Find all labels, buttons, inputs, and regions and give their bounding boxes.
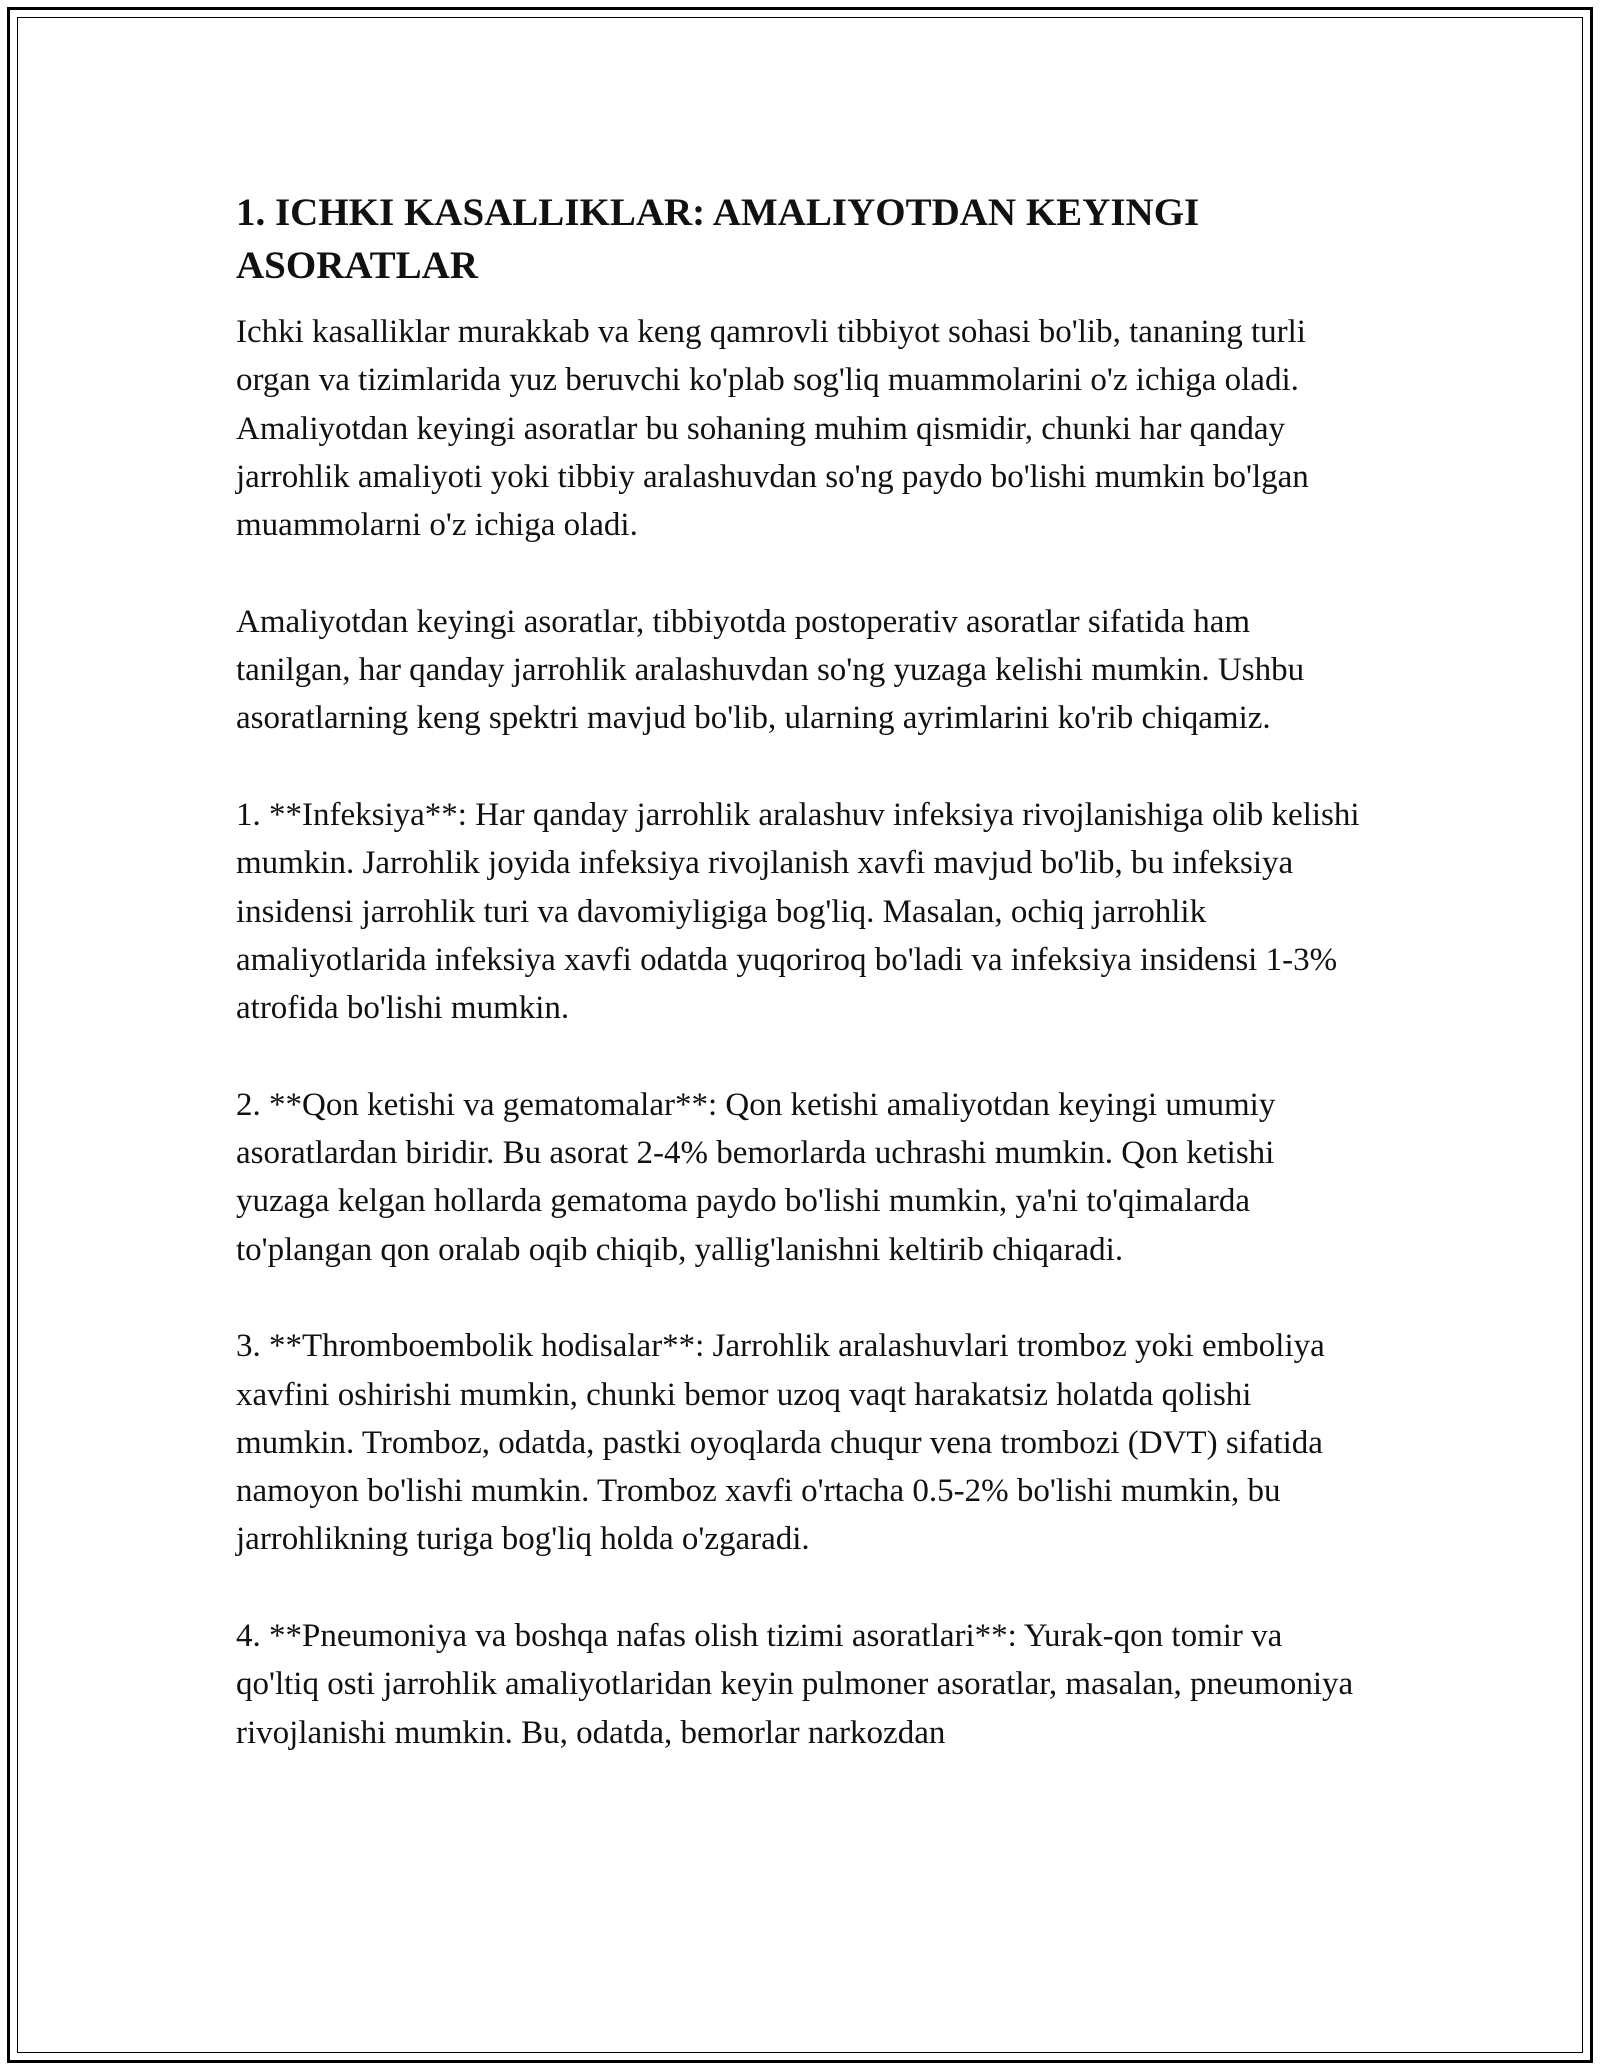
list-item-infection: 1. **Infeksiya**: Har qanday jarrohlik aralashuv infeksiya rivojlanishiga olib kelishi mumkin. Jarrohlik joyida infeksiya rivojlanish xavfi mavjud bo'lib, bu infeksiya insidensi jarrohlik turi va davomiyligiga bog'liq. Masalan, ochiq jarrohlik amaliyotlarida infeksiya xavfi odatda yuqoriroq bo'ladi va infeksiya insidensi 1-3% atrofida bo'lishi mumkin. (236, 796, 1360, 1027)
list-item-pneumonia: 4. **Pneumoniya va boshqa nafas olish tizimi asoratlari**: Yurak-qon tomir va qo'ltiq osti jarrohlik amaliyotlaridan keyin pulmoner asoratlar, masalan, pneumoniya rivojlanishi mumkin. Bu, odatda, bemorlar narkozdan (236, 1618, 1354, 1751)
list-item-thromboembolic: 3. **Thromboembolik hodisalar**: Jarrohlik aralashuvlari tromboz yoki emboliya xavfini oshirishi mumkin, chunki bemor uzoq vaqt harakatsiz holatda qolishi mumkin. Tromboz, odatda, pastki oyoqlarda chuqur vena trombozi (DVT) sifatida namoyon bo'lishi mumkin. Tromboz xavfi o'rtacha 0.5-2% bo'lishi mumkin, bu jarrohlikning turiga bog'liq holda o'zgaradi. (236, 1328, 1325, 1558)
intro-paragraph: Ichki kasalliklar murakkab va keng qamrovli tibbiyot sohasi bo'lib, tananing turli organ va tizimlarida yuz beruvchi ko'plab sog'liq muammolarini o'z ichiga oladi. Amaliyotdan keyingi asoratlar bu sohaning muhim qismidir, chunki har qanday jarrohlik amaliyoti yoki tibbiy aralashuvdan so'ng paydo bo'lishi mumkin bo'lgan muammolarni o'z ichiga oladi. (236, 314, 1309, 544)
document-body (236, 186, 1366, 1805)
list-item-bleeding: 2. **Qon ketishi va gematomalar**: Qon ketishi amaliyotdan keyingi umumiy asoratlardan biridir. Bu asorat 2-4% bemorlarda uchrashi mumkin. Qon ketishi yuzaga kelgan hollarda gematoma paydo bo'lishi mumkin, ya'ni to'qimalarda to'plangan qon oralab oqib chiqib, yallig'lanishni keltirib chiqaradi. (236, 1086, 1276, 1268)
overview-paragraph: Amaliyotdan keyingi asoratlar, tibbiyotda postoperativ asoratlar sifatida ham tanilgan, har qanday jarrohlik aralashuvdan so'ng yuzaga kelishi mumkin. Ushbu asoratlarning keng spektri mavjud bo'lib, ularning ayrimlarini ko'rib chiqamiz. (236, 603, 1305, 737)
page-title: 1. ICHKI KASALLIKLAR: AMALIYOTDAN KEYINGI ASORATLAR (236, 191, 1200, 287)
